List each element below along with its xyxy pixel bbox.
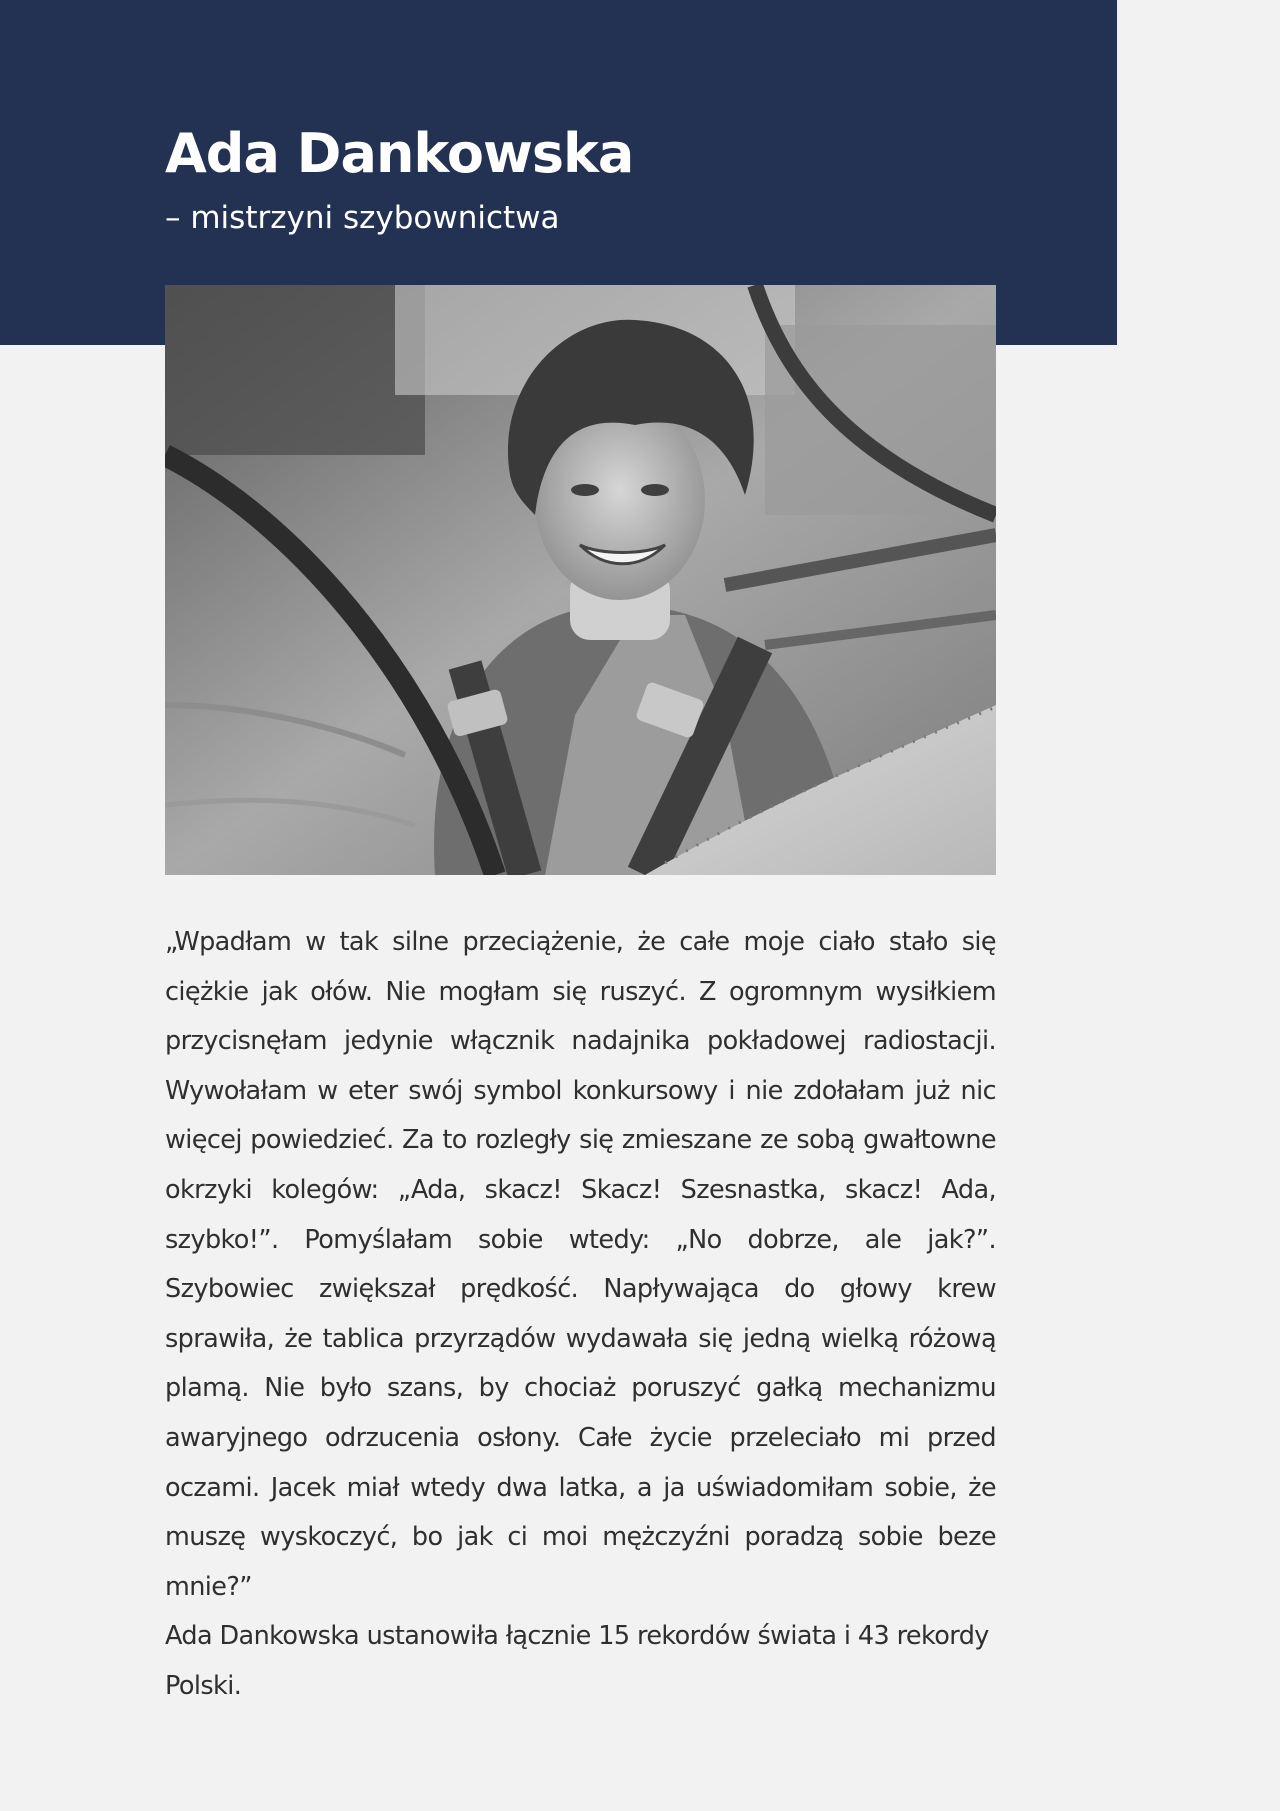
quote-paragraph: „Wpadłam w tak silne przeciążenie, że całe moje ciało stało się ciężkie jak ołów. Nie mogłam się ruszyć. Z ogromnym wysiłkiem przycisnęłam jedynie włącznik nadajnika pokładowej radiostacji. Wywołałam w eter swój symbol konkursowy i nie zdołałam już nic więcej powiedzieć. Za to rozległy się zmieszane ze sobą gwałtowne okrzyki kolegów: „Ada, skacz! Skacz! Szesnastka, skacz! Ada, szybko!”. Pomyślałam sobie wtedy: „No dobrze, ale jak?”. Szybowiec zwiększał prędkość. Napływająca do głowy krew sprawiła, że tablica przyrządów wydawała się jedną wielką różową plamą. Nie było szans, by chociaż poruszyć gałką mechanizmu awaryjnego odrzucenia osłony. Całe życie przeleciało mi przed oczami. Jacek miał wtedy dwa latka, a ja uświadomiłam sobie, że muszę wyskoczyć, bo jak ci moi mężczyźni poradzą sobie beze mnie?” xyxy=(165,927,996,1602)
article-body xyxy=(165,918,996,1712)
portrait-photo xyxy=(165,285,996,875)
page-subtitle: – mistrzyni szybownictwa xyxy=(165,200,560,236)
page-title: Ada Dankowska xyxy=(165,122,634,185)
records-paragraph: Ada Dankowska ustanowiła łącznie 15 rekordów świata i 43 rekordy Polski. xyxy=(165,1621,989,1701)
